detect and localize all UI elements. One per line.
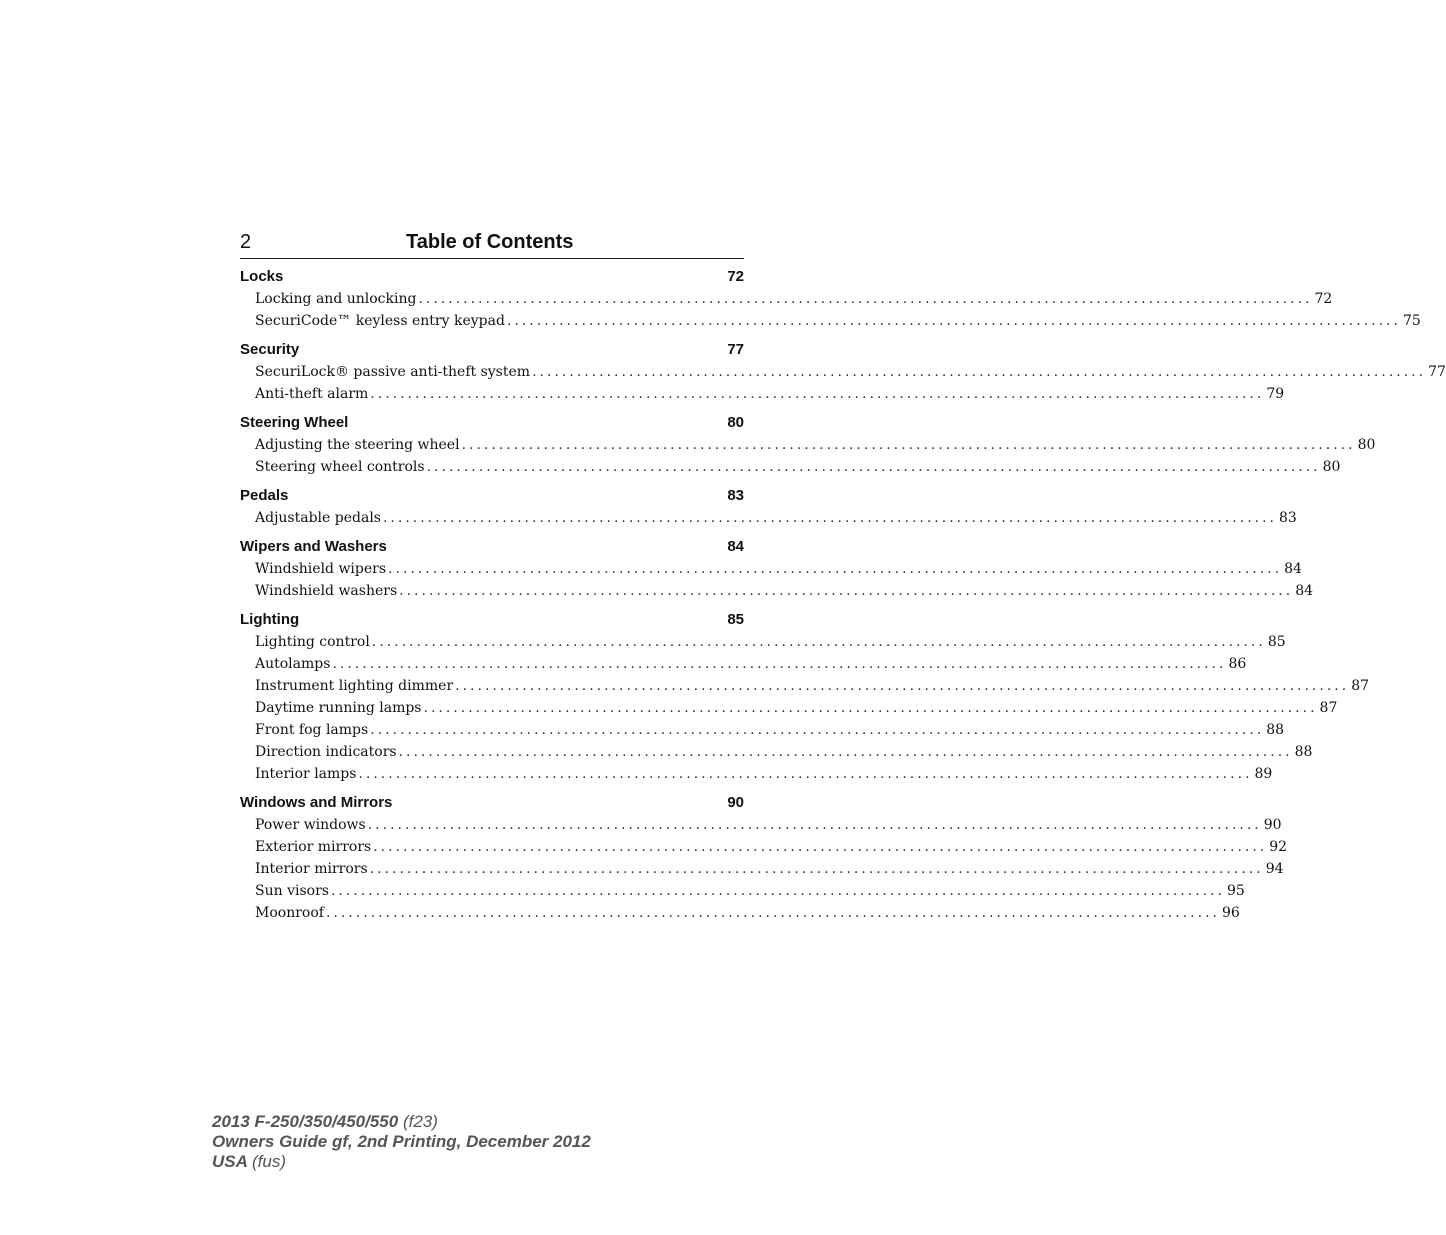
dot-leader: ........................................................................................................................ (532, 364, 1427, 380)
entry-page: 72 (1314, 291, 1333, 307)
section-heading[interactable] (240, 536, 744, 558)
entry-page: 90 (1263, 817, 1282, 833)
entry-label: Moonroof (255, 905, 324, 921)
dot-leader: ........................................................................................................................ (399, 583, 1294, 599)
toc-entry[interactable] (240, 434, 1376, 456)
entry-page: 84 (1284, 561, 1302, 577)
entry-page: 94 (1265, 861, 1284, 877)
entry-page: 87 (1319, 700, 1338, 716)
toc-entry[interactable] (240, 507, 1297, 529)
section-title: Wipers and Washers (240, 538, 387, 555)
toc-entry[interactable] (240, 880, 1245, 902)
footer-market-code: (fus) (252, 1152, 286, 1171)
entry-label: Direction indicators (255, 744, 397, 760)
toc-section (240, 536, 1314, 602)
entry-page: 96 (1221, 905, 1240, 921)
entry-label: Front fog lamps (255, 722, 369, 738)
footer-model-line (212, 1112, 591, 1132)
dot-leader: ........................................................................................................................ (325, 905, 1220, 921)
dot-leader: ........................................................................................................................ (369, 861, 1264, 877)
section-title: Steering Wheel (240, 414, 349, 431)
entry-page: 89 (1254, 766, 1273, 782)
entry-label: Autolamps (255, 656, 331, 672)
section-title: Lighting (240, 611, 300, 628)
footer-model: 2013 F-250/350/450/550 (212, 1112, 399, 1131)
section-title: Locks (240, 268, 284, 285)
section-heading[interactable] (240, 266, 744, 288)
toc-entry[interactable] (240, 558, 1302, 580)
dot-leader: ........................................................................................................................ (358, 766, 1253, 782)
toc-entry[interactable] (240, 310, 1421, 332)
entry-label: Steering wheel controls (255, 459, 425, 475)
entry-page: 95 (1226, 883, 1245, 899)
section-heading[interactable] (240, 412, 744, 434)
dot-leader: ........................................................................................................................ (382, 510, 1278, 526)
entry-page: 87 (1351, 678, 1370, 694)
entry-label: Windshield wipers (255, 561, 387, 577)
dot-leader: ........................................................................................................................ (418, 291, 1313, 307)
section-page: 72 (727, 268, 744, 285)
entry-page: 84 (1295, 583, 1314, 599)
dot-leader: ........................................................................................................................ (426, 459, 1321, 475)
toc-entry[interactable] (240, 836, 1288, 858)
entry-page: 80 (1357, 437, 1376, 453)
dot-leader: ........................................................................................................................ (423, 700, 1318, 716)
footer-market-line (212, 1152, 591, 1172)
entry-page: 88 (1266, 722, 1285, 738)
entry-page: 88 (1294, 744, 1313, 760)
dot-leader: ........................................................................................................................ (461, 437, 1356, 453)
dot-leader: ........................................................................................................................ (373, 839, 1268, 855)
toc-entry[interactable] (240, 631, 1286, 653)
toc-entry[interactable] (240, 580, 1314, 602)
toc-section (240, 609, 1370, 785)
dot-leader: ........................................................................................................................ (370, 386, 1265, 402)
entry-page: 79 (1266, 386, 1285, 402)
entry-label: Locking and unlocking (255, 291, 417, 307)
section-heading[interactable] (240, 339, 744, 361)
section-title: Security (240, 341, 300, 358)
entry-label: Adjusting the steering wheel (255, 437, 460, 453)
entry-label: Anti-theft alarm (255, 386, 369, 402)
entry-page: 75 (1402, 313, 1421, 329)
section-page: 90 (727, 794, 744, 811)
entry-page: 77 (1428, 364, 1446, 380)
entry-label: Interior lamps (255, 766, 357, 782)
page-header (240, 228, 744, 259)
toc-entry[interactable] (240, 361, 1446, 383)
entry-label: Interior mirrors (255, 861, 368, 877)
section-page: 80 (727, 414, 744, 431)
toc-section (240, 266, 1421, 332)
section-page: 84 (727, 538, 744, 555)
section-page: 85 (727, 611, 744, 628)
toc-entry[interactable] (240, 719, 1285, 741)
entry-label: Sun visors (255, 883, 329, 899)
dot-leader: ........................................................................................................................ (455, 678, 1350, 694)
section-title: Pedals (240, 487, 289, 504)
entry-label: SecuriCode™ keyless entry keypad (255, 313, 505, 329)
entry-page: 83 (1279, 510, 1297, 526)
toc-section (240, 485, 1297, 529)
toc-entry[interactable] (240, 741, 1313, 763)
dot-leader: ........................................................................................................................ (398, 744, 1293, 760)
page-title: Table of Contents (406, 231, 574, 253)
dot-leader: ........................................................................................................................ (388, 561, 1283, 577)
section-heading[interactable] (240, 485, 744, 507)
table-of-contents (240, 266, 1446, 931)
entry-label: Power windows (255, 817, 366, 833)
footer (212, 1112, 591, 1172)
section-title: Windows and Mirrors (240, 794, 393, 811)
entry-page: 85 (1267, 634, 1286, 650)
toc-entry[interactable] (240, 456, 1341, 478)
entry-label: Instrument lighting dimmer (255, 678, 454, 694)
entry-label: Daytime running lamps (255, 700, 422, 716)
toc-entry[interactable] (240, 858, 1284, 880)
toc-entry[interactable] (240, 697, 1338, 719)
toc-entry[interactable] (240, 763, 1273, 785)
entry-label: Windshield washers (255, 583, 398, 599)
toc-section (240, 792, 1288, 924)
page-number: 2 (240, 231, 252, 253)
toc-entry[interactable] (240, 383, 1285, 405)
toc-entry[interactable] (240, 653, 1247, 675)
section-page: 77 (727, 341, 744, 358)
toc-section (240, 412, 1376, 478)
entry-page: 80 (1322, 459, 1341, 475)
entry-page: 92 (1269, 839, 1288, 855)
footer-edition-line: Owners Guide gf, 2nd Printing, December 2012 (212, 1132, 591, 1151)
dot-leader: ........................................................................................................................ (371, 634, 1266, 650)
toc-entry[interactable] (240, 675, 1370, 697)
entry-label: Adjustable pedals (255, 510, 381, 526)
dot-leader: ........................................................................................................................ (506, 313, 1401, 329)
section-page: 83 (727, 487, 744, 504)
dot-leader: ........................................................................................................................ (370, 722, 1265, 738)
toc-entry[interactable] (240, 288, 1333, 310)
dot-leader: ........................................................................................................................ (367, 817, 1262, 833)
entry-label: Lighting control (255, 634, 370, 650)
dot-leader: ........................................................................................................................ (330, 883, 1225, 899)
footer-market: USA (212, 1152, 248, 1171)
toc-section (240, 339, 1446, 405)
dot-leader: ........................................................................................................................ (332, 656, 1227, 672)
toc-entry[interactable] (240, 814, 1282, 836)
entry-page: 86 (1228, 656, 1247, 672)
entry-label: SecuriLock® passive anti-theft system (255, 364, 531, 380)
entry-label: Exterior mirrors (255, 839, 372, 855)
footer-model-code: (f23) (402, 1112, 438, 1131)
toc-entry[interactable] (240, 902, 1240, 924)
section-heading[interactable] (240, 792, 744, 814)
section-heading[interactable] (240, 609, 744, 631)
